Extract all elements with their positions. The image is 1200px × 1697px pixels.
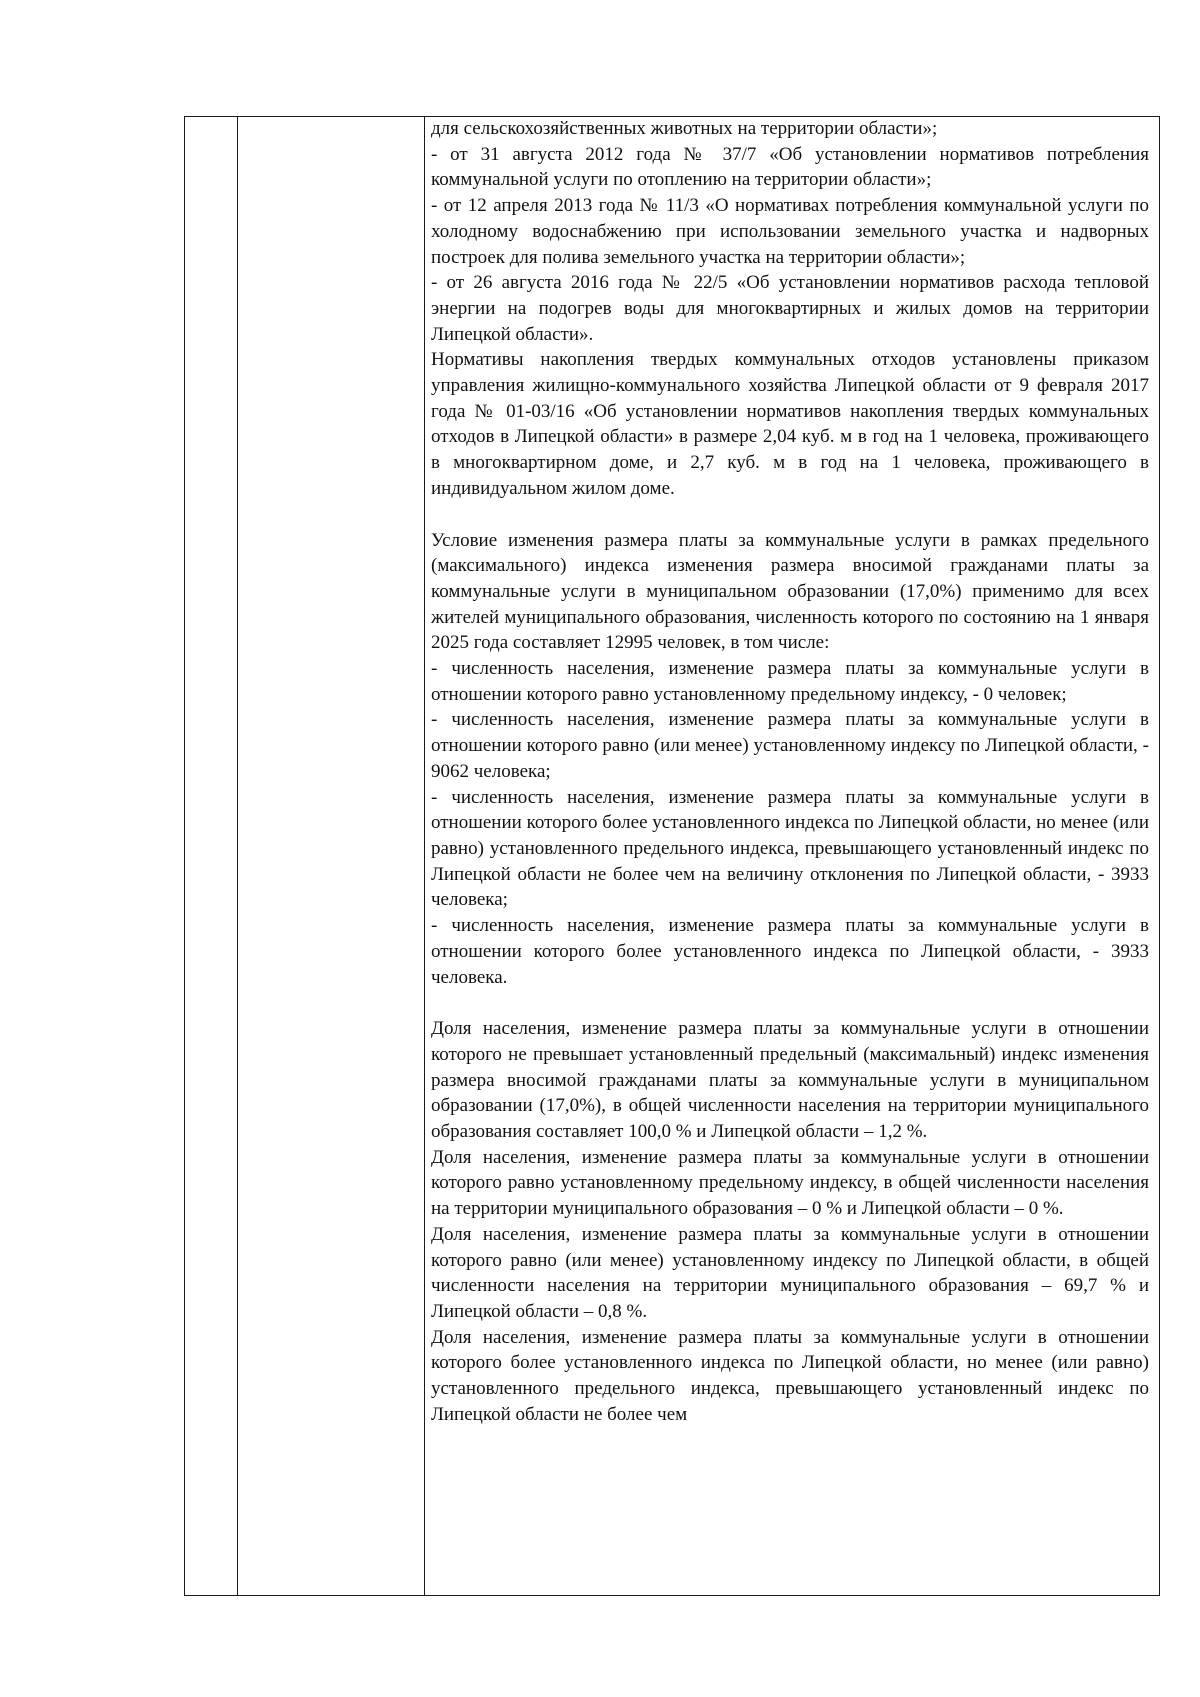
paragraph: - численность населения, изменение размера платы за коммунальные услуги в отношении которого равно установленному предельному индексу, - 0 человек; [431,658,1149,705]
paragraph-gap [431,990,1149,1016]
column-divider-1 [237,117,238,1595]
paragraph-gap [431,502,1149,528]
paragraph: - численность населения, изменение размера платы за коммунальные услуги в отношении которого равно (или менее) установленному индексу по Липецкой области, - 9062 человека; [431,709,1149,782]
paragraph: - от 31 августа 2012 года № 37/7 «Об установлении нормативов потребления коммунальной услуги по отоплению на территории области»; [431,143,1149,191]
paragraph: - от 12 апреля 2013 года № 11/3 «О нормативах потребления коммунальной услуги по холодному водоснабжению при использовании земельного участка и надворных построек для полива земельного участка на территории области»; [431,195,1149,268]
text-cell [431,116,1149,1427]
paragraph: - от 26 августа 2016 года № 22/5 «Об установлении нормативов расхода тепловой энергии на подогрев воды для многоквартирных и жилых домов на территории Липецкой области». [431,272,1149,345]
paragraph: - численность населения, изменение размера платы за коммунальные услуги в отношении которого более установленного индекса по Липецкой области, - 3933 человека. [431,915,1149,988]
paragraph: Нормативы накопления твердых коммунальных отходов установлены приказом управления жилищно-коммунального хозяйства Липецкой области от 9 февраля 2017 года № 01-03/16 «Об установлении нормативов накопления твердых коммунальных отходов в Липецкой области» в размере 2,04 куб. м в год на 1 человека, проживающего в многоквартирном доме, и 2,7 куб. м в год на 1 человека, проживающего в индивидуальном жилом доме. [431,349,1149,499]
paragraph: Условие изменения размера платы за коммунальные услуги в рамках предельного (максимального) индекса изменения размера вносимой гражданами платы за коммунальные услуги в муниципальном образовании (17,0%) применимо для всех жителей муниципального образования, численность которого по состоянию на 1 января 2025 года составляет 12995 человек, в том числе: [431,529,1149,654]
paragraph: Доля населения, изменение размера платы за коммунальные услуги в отношении которого не превышает установленный предельный (максимальный) индекс изменения размера вносимой гражданами платы за коммунальные услуги в муниципальном образовании (17,0%), в общей численности населения на территории муниципального образования составляет 100,0 % и Липецкой области – 1,2 %. [431,1018,1149,1143]
paragraph: Доля населения, изменение размера платы за коммунальные услуги в отношении которого равно (или менее) установленному индексу по Липецкой области, в общей численности населения на территории муниципального образования – 69,7 % и Липецкой области – 0,8 %. [431,1223,1149,1322]
paragraph: для сельскохозяйственных животных на территории области»; [431,118,938,139]
paragraph: - численность населения, изменение размера платы за коммунальные услуги в отношении которого более установленного индекса по Липецкой области, но менее (или равно) установленного предельного индекса, превышающего установленный индекс по Липецкой области не более чем на величину отклонения по Липецкой области, - 3933 человека; [431,786,1149,911]
paragraph: Доля населения, изменение размера платы за коммунальные услуги в отношении которого более установленного индекса по Липецкой области, но менее (или равно) установленного предельного индекса, превышающего установленный индекс по Липецкой области не более чем [431,1326,1149,1425]
column-divider-2 [424,117,425,1595]
paragraph: Доля населения, изменение размера платы за коммунальные услуги в отношении которого равно установленному предельному индексу, в общей численности населения на территории муниципального образования – 0 % и Липецкой области – 0 %. [431,1146,1149,1220]
